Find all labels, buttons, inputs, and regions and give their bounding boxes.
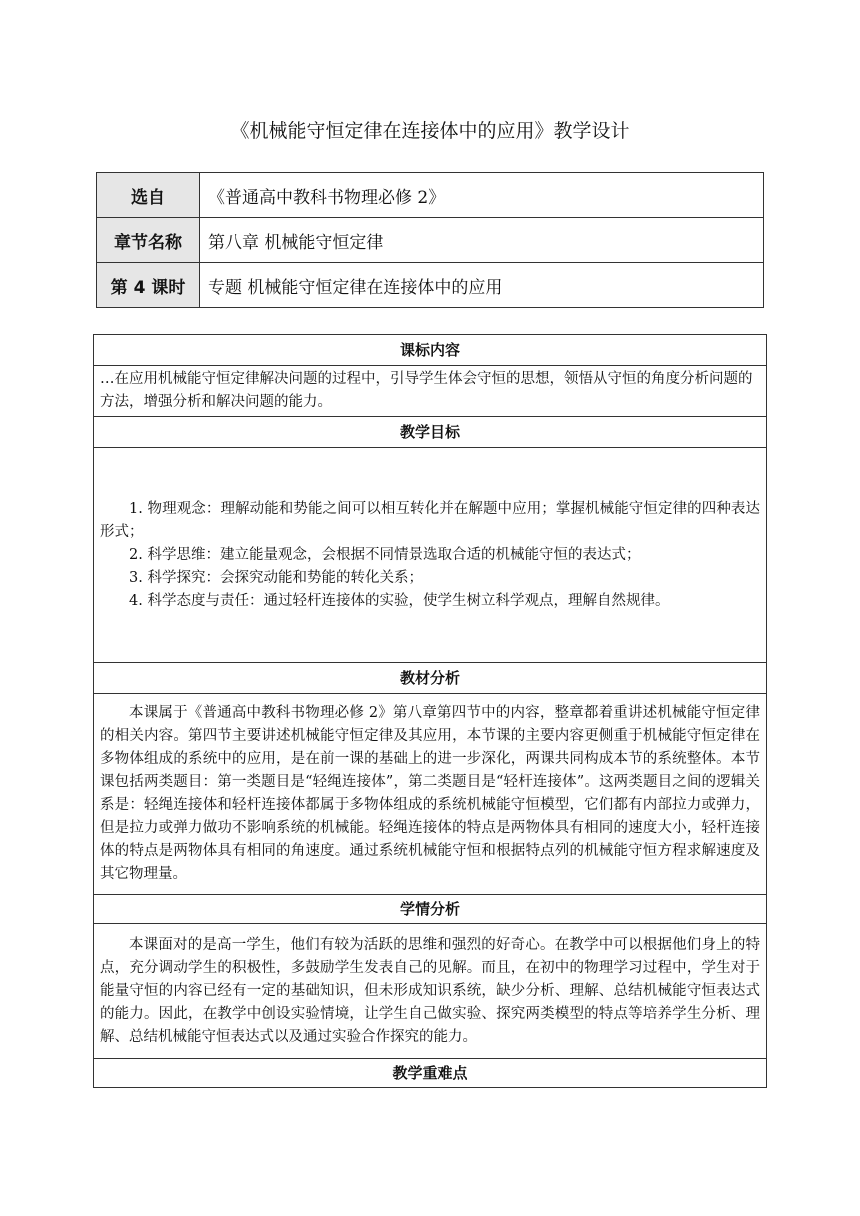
info-value: 《普通高中教科书物理必修 2》: [200, 173, 764, 218]
objectives-list: [94, 448, 767, 663]
section-heading-key-points: 教学重难点: [94, 1059, 767, 1088]
section-heading-material: 教材分析: [94, 663, 767, 694]
lesson-plan-table: [93, 334, 767, 1088]
students-text: 本课面对的是高一学生，他们有较为活跃的思维和强烈的好奇心。在教学中可以根据他们身上的特点，充分调动学生的积极性，多鼓励学生发表自己的见解。而且，在初中的物理学习过程中，学生对于能量守恒的内容已经有一定的基础知识，但未形成知识系统，缺少分析、理解、总结机械能守恒表达式的能力。因此，在教学中创设实验情境，让学生自己做实验、探究两类模型的特点等培养学生分析、理解、总结机械能守恒表达式以及通过实验合作探究的能力。: [94, 924, 767, 1059]
curriculum-text: …在应用机械能守恒定律解决问题的过程中，引导学生体会守恒的思想，领悟从守恒的角度分析问题的方法，增强分析和解决问题的能力。: [94, 366, 767, 417]
info-value: 第八章 机械能守恒定律: [200, 218, 764, 263]
info-value: 专题 机械能守恒定律在连接体中的应用: [200, 263, 764, 308]
info-row-source: [97, 173, 764, 218]
document-title: 《机械能守恒定律在连接体中的应用》教学设计: [230, 120, 630, 142]
info-row-chapter: [97, 218, 764, 263]
objective-item: 4. 科学态度与责任：通过轻杆连接体的实验，使学生树立科学观点，理解自然规律。: [129, 592, 670, 609]
section-heading-curriculum: 课标内容: [94, 335, 767, 366]
section-heading-objectives: 教学目标: [94, 417, 767, 448]
info-label: 章节名称: [97, 218, 200, 263]
objective-item: 2. 科学思维：建立能量观念，会根据不同情景选取合适的机械能守恒的表达式；: [129, 546, 641, 563]
course-info-table: [96, 172, 764, 308]
objective-item: 3. 科学探究：会探究动能和势能的转化关系；: [129, 569, 423, 586]
objective-item: 1. 物理观念：理解动能和势能之间可以相互转化并在解题中应用；掌握机械能守恒定律的四种表达形式；: [100, 500, 760, 540]
section-heading-students: 学情分析: [94, 895, 767, 924]
info-row-lesson: [97, 263, 764, 308]
info-label: 选自: [97, 173, 200, 218]
material-text: 本课属于《普通高中教科书物理必修 2》第八章第四节中的内容，整章都着重讲述机械能守恒定律的相关内容。第四节主要讲述机械能守恒定律及其应用，本节课的主要内容更侧重于机械能守恒定律在多物体组成的系统中的应用，是在前一课的基础上的进一步深化，两课共同构成本节的系统整体。本节课包括两类题目：第一类题目是“轻绳连接体”，第二类题目是“轻杆连接体”。这两类题目之间的逻辑关系是：轻绳连接体和轻杆连接体都属于多物体组成的系统机械能守恒模型，它们都有内部拉力或弹力，但是拉力或弹力做功不影响系统的机械能。轻绳连接体的特点是两物体具有相同的速度大小，轻杆连接体的特点是两物体具有相同的角速度。通过系统机械能守恒和根据特点列的机械能守恒方程求解速度及其它物理量。: [94, 694, 767, 895]
info-label: 第 4 课时: [97, 263, 200, 308]
